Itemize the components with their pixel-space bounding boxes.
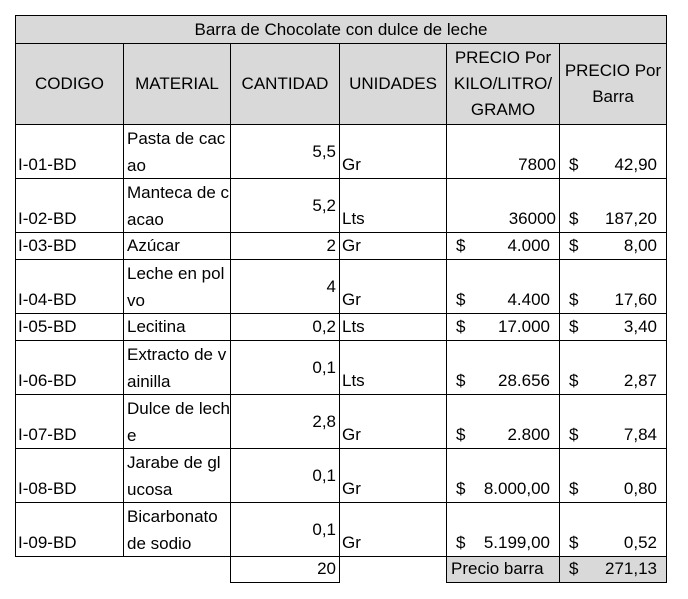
currency-symbol: $ (569, 425, 579, 444)
row-precio-barra (559, 502, 667, 557)
precio-barra-value: 42,90 (614, 155, 657, 174)
precio-kilo-value: 36000 (508, 209, 556, 228)
currency-symbol: $ (569, 559, 579, 578)
precio-barra-value: 3,40 (623, 317, 657, 336)
currency-symbol: $ (569, 479, 579, 498)
row-material: Dulce de leche (123, 394, 231, 449)
row-material: Leche en polvo (123, 259, 231, 314)
currency-symbol: $ (569, 371, 579, 390)
row-cantidad: 0,1 (230, 448, 340, 503)
header-codigo: CODIGO (15, 43, 124, 125)
row-material: Bicarbonato de sodio (123, 502, 231, 557)
row-precio-barra (559, 448, 667, 503)
currency-symbol: $ (456, 371, 466, 390)
row-unidades: Gr (339, 259, 447, 314)
row-cantidad: 0,1 (230, 502, 340, 557)
row-cantidad: 2,8 (230, 394, 340, 449)
currency-symbol: $ (569, 236, 579, 255)
header-material: MATERIAL (123, 43, 231, 125)
row-material: Extracto de vainilla (123, 340, 231, 395)
row-codigo: I-07-BD (15, 394, 124, 449)
row-precio-kilo (446, 394, 560, 449)
currency-symbol: $ (569, 209, 579, 228)
row-unidades: Gr (339, 394, 447, 449)
precio-kilo-value: 4.000 (507, 236, 550, 255)
row-precio-barra (559, 394, 667, 449)
row-unidades: Gr (339, 124, 447, 179)
row-precio-barra (559, 178, 667, 233)
row-codigo: I-05-BD (15, 313, 124, 341)
currency-symbol: $ (456, 425, 466, 444)
currency-symbol: $ (456, 236, 466, 255)
header-unidades: UNIDADES (339, 43, 447, 125)
row-cantidad: 2 (230, 232, 340, 260)
header-precio-kilo: PRECIO Por KILO/LITRO/ GRAMO (446, 43, 560, 125)
table-title: Barra de Chocolate con dulce de leche (15, 15, 667, 44)
currency-symbol: $ (456, 533, 466, 552)
precio-kilo-value: 4.400 (507, 290, 550, 309)
row-precio-kilo (446, 178, 560, 233)
row-unidades: Lts (339, 178, 447, 233)
row-precio-kilo (446, 124, 560, 179)
currency-symbol: $ (569, 155, 579, 174)
precio-kilo-value: 17.000 (498, 317, 550, 336)
row-material: Jarabe de glucosa (123, 448, 231, 503)
total-cantidad: 20 (230, 556, 340, 583)
row-cantidad: 5,2 (230, 178, 340, 233)
row-precio-kilo (446, 340, 560, 395)
row-precio-barra (559, 259, 667, 314)
precio-barra-value: 7,84 (623, 425, 657, 444)
row-precio-barra (559, 232, 667, 260)
currency-symbol: $ (569, 533, 579, 552)
precio-barra-value: 0,52 (623, 533, 657, 552)
row-material: Manteca de cacao (123, 178, 231, 233)
row-unidades: Gr (339, 502, 447, 557)
row-unidades: Lts (339, 313, 447, 341)
row-codigo: I-04-BD (15, 259, 124, 314)
total-precio-label: Precio barra (446, 556, 560, 583)
row-codigo: I-09-BD (15, 502, 124, 557)
precio-kilo-value: 28.656 (498, 371, 550, 390)
currency-symbol: $ (456, 317, 466, 336)
currency-symbol: $ (456, 290, 466, 309)
row-material: Pasta de cacao (123, 124, 231, 179)
precio-barra-value: 2,87 (623, 371, 657, 390)
header-precio-barra: PRECIO Por Barra (559, 43, 667, 125)
row-cantidad: 0,2 (230, 313, 340, 341)
cost-table (15, 15, 666, 582)
row-codigo: I-08-BD (15, 448, 124, 503)
row-material: Azúcar (123, 232, 231, 260)
precio-barra-value: 17,60 (614, 290, 657, 309)
precio-kilo-value: 5.199,00 (483, 533, 550, 552)
row-precio-kilo (446, 259, 560, 314)
row-unidades: Gr (339, 448, 447, 503)
row-codigo: I-02-BD (15, 178, 124, 233)
precio-barra-value: 0,80 (623, 479, 657, 498)
row-unidades: Lts (339, 340, 447, 395)
row-codigo: I-06-BD (15, 340, 124, 395)
currency-symbol: $ (569, 317, 579, 336)
row-cantidad: 5,5 (230, 124, 340, 179)
row-material: Lecitina (123, 313, 231, 341)
row-precio-barra (559, 124, 667, 179)
row-precio-kilo (446, 502, 560, 557)
row-precio-kilo (446, 313, 560, 341)
total-value: 271,13 (605, 559, 657, 578)
row-precio-kilo (446, 448, 560, 503)
row-cantidad: 0,1 (230, 340, 340, 395)
precio-barra-value: 8,00 (623, 236, 657, 255)
row-codigo: I-01-BD (15, 124, 124, 179)
row-cantidad: 4 (230, 259, 340, 314)
row-precio-barra (559, 313, 667, 341)
currency-symbol: $ (456, 479, 466, 498)
total-precio-barra (559, 556, 667, 583)
precio-kilo-value: 2.800 (507, 425, 550, 444)
row-precio-kilo (446, 232, 560, 260)
header-cantidad: CANTIDAD (230, 43, 340, 125)
precio-kilo-value: 8.000,00 (483, 479, 550, 498)
precio-barra-value: 187,20 (605, 209, 657, 228)
row-unidades: Gr (339, 232, 447, 260)
currency-symbol: $ (569, 290, 579, 309)
precio-kilo-value: 7800 (518, 155, 556, 174)
row-precio-barra (559, 340, 667, 395)
row-codigo: I-03-BD (15, 232, 124, 260)
